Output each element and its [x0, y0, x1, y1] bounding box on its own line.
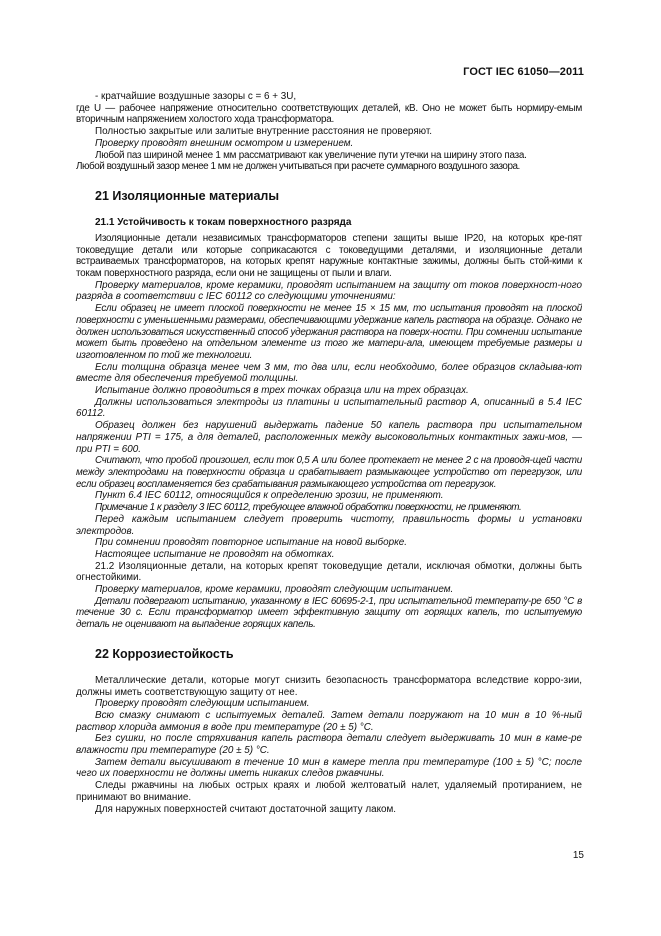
paragraph: Перед каждым испытанием следует проверить чистоту, правильность формы и установки электродов. — [76, 513, 582, 537]
paragraph: Считают, что пробой произошел, если ток 0,5 А или более протекает не менее 2 с на проводя-щей части между электродами на поверхности образца и срабатывает размыкающее устройство от перегрузок, или если образец воспламеняется без срабатывания размыкающего устройства от перегрузок. — [76, 455, 582, 490]
paragraph: Всю смазку снимают с испытуемых деталей. Затем детали погружают на 10 мин в 10 %-ный раствор хлорида аммония в воде при температуре (20 ± 5) °С. — [76, 709, 582, 733]
paragraph: Пункт 6.4 IEC 60112, относящийся к определению эрозии, не применяют. — [95, 490, 444, 502]
paragraph: Металлические детали, которые могут снизить безопасность трансформатора вследствие корро-зии, должны иметь соответствующую защиту от нее. — [76, 674, 582, 698]
subsection-21-1-heading: 21.1 Устойчивость к токам поверхностного разряда — [95, 216, 352, 228]
paragraph: Настоящее испытание не проводят на обмотках. — [95, 548, 335, 560]
paragraph: Проверку проводят следующим испытанием. — [95, 698, 310, 710]
inspection-method: Проверку проводят внешним осмотром и измерением. — [95, 137, 354, 149]
paragraph: Должны использоваться электроды из платины и испытательный раствор А, описанный в 5.4 IEC 60112. — [76, 396, 582, 420]
paragraph: Примечание 1 к разделу 3 IEC 60112, требующее влажной обработки поверхности, не применяют. — [95, 502, 522, 514]
closed-distances-note: Полностью закрытые или залитые внутренние расстояния не проверяют. — [95, 126, 433, 138]
paragraph: Испытание должно проводиться в трех точках образца или на трех образцах. — [95, 385, 469, 397]
paragraph: Затем детали высушивают в течение 10 мин в камере тепла при температуре (100 ± 5) °С; после чего их поверхности не должны иметь никаких следов ржавчины. — [76, 756, 582, 780]
paragraph: Без сушки, но после стряхивания капель раствора детали следует выдерживать 10 мин в каме-ре влажности при температуре (20 ± 5) °С. — [76, 733, 582, 757]
page-body — [76, 91, 582, 815]
paragraph: Проверку материалов, кроме керамики, проводят следующим испытанием. — [95, 584, 454, 596]
voltage-definition: где U — рабочее напряжение относительно соответствующих деталей, кВ. Оно не может быть нормиру-емым вторичным напряжением холостого хода трансформатора. — [76, 102, 582, 126]
paragraph: Проверку материалов, кроме керамики, проводят испытанием на защиту от токов поверхност-ного разряда в соответствии с IEC 60112 со следующими уточнениями: — [76, 279, 582, 303]
paragraph: Изоляционные детали независимых трансформаторов степени защиты выше IP20, на которых кре-пят токоведущие детали или которые соприкасаются с токоведущими деталями, и изоляционные детали встраиваемых трансформаторов, на которых крепят наружные контактные зажимы, должны быть стой-кими к токам поверхностного разряда, если они не защищены от пыли и влаги. — [76, 232, 582, 280]
paragraph: Образец должен без нарушений выдержать падение 50 капель раствора при испытательном напряжении PTI = 175, а для деталей, расположенных между высоковольтных контактных зажи-мов, — при PTI = 600. — [76, 420, 582, 455]
section-22-heading: 22 Коррозиестойкость — [95, 646, 234, 661]
section-21-heading: 21 Изоляционные материалы — [95, 188, 280, 203]
paragraph: Если образец не имеет плоской поверхности не менее 15 × 15 мм, то испытания проводят на плоской поверхности с уменьшенными размерами, обеспечивающими удержание капель раствора на образце. Однако не должен использоваться искусственный способ удержания раствора на поверх-ности. При сомнении испытание может быть проведено на отдельном элементе из того же матери-ала, имеющем требуемые размеры и изготовленном по той же технологии. — [76, 303, 582, 361]
paragraph: Для наружных поверхностей считают достаточной защиту лаком. — [95, 803, 397, 815]
groove-rule: Любой паз шириной менее 1 мм рассматривают как увеличение пути утечки на ширину этого паза. — [95, 149, 527, 161]
page-number: 15 — [572, 850, 584, 861]
paragraph: Если толщина образца менее чем 3 мм, то два или, если необходимо, более образцов складыва-ют вместе для обеспечения требуемой толщины. — [76, 361, 582, 385]
paragraph: Детали подвергают испытанию, указанному в IEC 60695-2-1, при испытательной температу-ре 650 °С в течение 30 с. Если трансформатор имеет эффективную защиту от горящих капель, то испытуемую деталь не оценивают на выпадение горящих капель. — [76, 595, 582, 631]
document-code-header: ГОСТ IEC 61050—2011 — [463, 66, 584, 78]
paragraph: Следы ржавчины на любых острых краях и любой желтоватый налет, удаляемый протиранием, не принимают во внимание. — [76, 780, 582, 803]
clearance-formula-line: - кратчайшие воздушные зазоры c = 6 + 3U, — [95, 91, 297, 102]
paragraph: При сомнении проводят повторное испытание на новой выборке. — [95, 537, 407, 549]
air-gap-rule: Любой воздушный зазор менее 1 мм не должен учитываться при расчете суммарного воздушного зазора. — [76, 161, 520, 173]
paragraph: 21.2 Изоляционные детали, на которых крепят токоведущие детали, исключая обмотки, должны быть огнестойкими. — [76, 560, 582, 584]
